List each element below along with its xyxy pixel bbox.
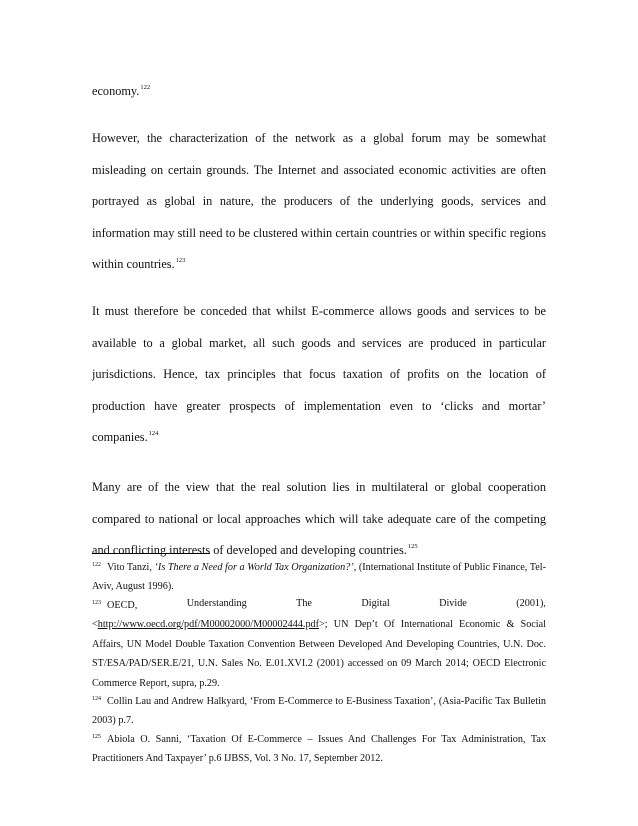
footnote-123-number: 123 bbox=[92, 600, 101, 606]
footnote-123-word: Divide bbox=[439, 598, 467, 609]
footnote-123-word: The bbox=[296, 598, 312, 609]
footnote-124-text: Collin Lau and Andrew Halkyard, ‘From E-Commerce to E-Business Taxation’, (Asia-Pacific Tax Bulletin 2003) p.7. bbox=[92, 696, 546, 727]
footnote-ref-124: 124 bbox=[148, 430, 159, 437]
footnote-123-rest: >; UN Dep’t Of International Economic & Social Affairs, UN Model Double Taxation Convention Between Developed And Developing Countries, U.N. Doc. ST/ESA/PAD/SER.E/21, U.N. Sales No. E.01.XVI.2 (2001) accessed on 09 March 2014; OECD Electronic Commerce Report, supra, p.29. bbox=[92, 619, 546, 689]
footnote-123-word: Understanding bbox=[186, 598, 247, 609]
footnote-122-number: 122 bbox=[92, 562, 101, 568]
paragraph-3 bbox=[92, 296, 546, 454]
footnote-ref-122: 122 bbox=[140, 84, 151, 91]
footnote-123-first-word bbox=[92, 594, 137, 615]
footnote-separator bbox=[92, 553, 210, 554]
paragraph-1-text: economy. bbox=[92, 84, 140, 98]
footnote-125-text: Abiola O. Sanni, ‘Taxation Of E-Commerce – Issues And Challenges For Tax Administration, Tax Practitioners And Taxpayer’ p.6 IJBSS, Vol. 3 No. 17, September 2012. bbox=[92, 734, 546, 765]
footnote-125 bbox=[92, 728, 546, 769]
footnote-123-word: Digital bbox=[361, 598, 390, 609]
footnote-123-word: (2001), bbox=[516, 598, 546, 609]
footnote-122-author: Vito Tanzi, bbox=[107, 562, 155, 573]
footnote-123-word: OECD, bbox=[107, 600, 138, 611]
paragraph-3-text: It must therefore be conceded that whilst E-commerce allows goods and services to be available to a global market, all such goods and services are produced in particular jurisdictions. Hence, tax principles that focus taxation of profits on the location of production have greater prospects of implementation even to ‘clicks and mortar’ companies. bbox=[92, 304, 546, 444]
footnote-ref-125: 125 bbox=[407, 543, 418, 550]
paragraph-2-text: However, the characterization of the network as a global forum may be somewhat misleading on certain grounds. The Internet and associated economic activities are often portrayed as global in nature, the producers of the underlying goods, services and information may still need to be clustered within certain countries or within specific regions within countries. bbox=[92, 131, 546, 271]
footnote-123-link[interactable]: http://www.oecd.org/pdf/M00002000/M00002444.pdf bbox=[97, 619, 320, 631]
footnote-123-body bbox=[92, 615, 546, 693]
footnote-ref-123: 123 bbox=[175, 257, 186, 264]
footnote-123-link-open: < bbox=[92, 619, 98, 631]
paragraph-1 bbox=[92, 76, 546, 108]
paragraph-4-text: Many are of the view that the real solution lies in multilateral or global cooperation compared to national or local approaches which will take adequate care of the competing and conflicting interests of developed and developing countries. bbox=[92, 480, 546, 557]
footnote-124-number: 124 bbox=[92, 696, 101, 702]
paragraph-2 bbox=[92, 123, 546, 281]
footnote-123 bbox=[92, 594, 546, 693]
footnote-122-title: ‘Is There a Need for a World Tax Organization?’ bbox=[154, 562, 354, 573]
footnote-122 bbox=[92, 556, 546, 597]
footnote-125-number: 125 bbox=[92, 734, 101, 740]
footnote-122-rest: , (International Institute of Public Finance, Tel-Aviv, August 1996). bbox=[92, 562, 547, 593]
footnote-123-first-line bbox=[92, 594, 546, 615]
footnote-124 bbox=[92, 690, 546, 731]
